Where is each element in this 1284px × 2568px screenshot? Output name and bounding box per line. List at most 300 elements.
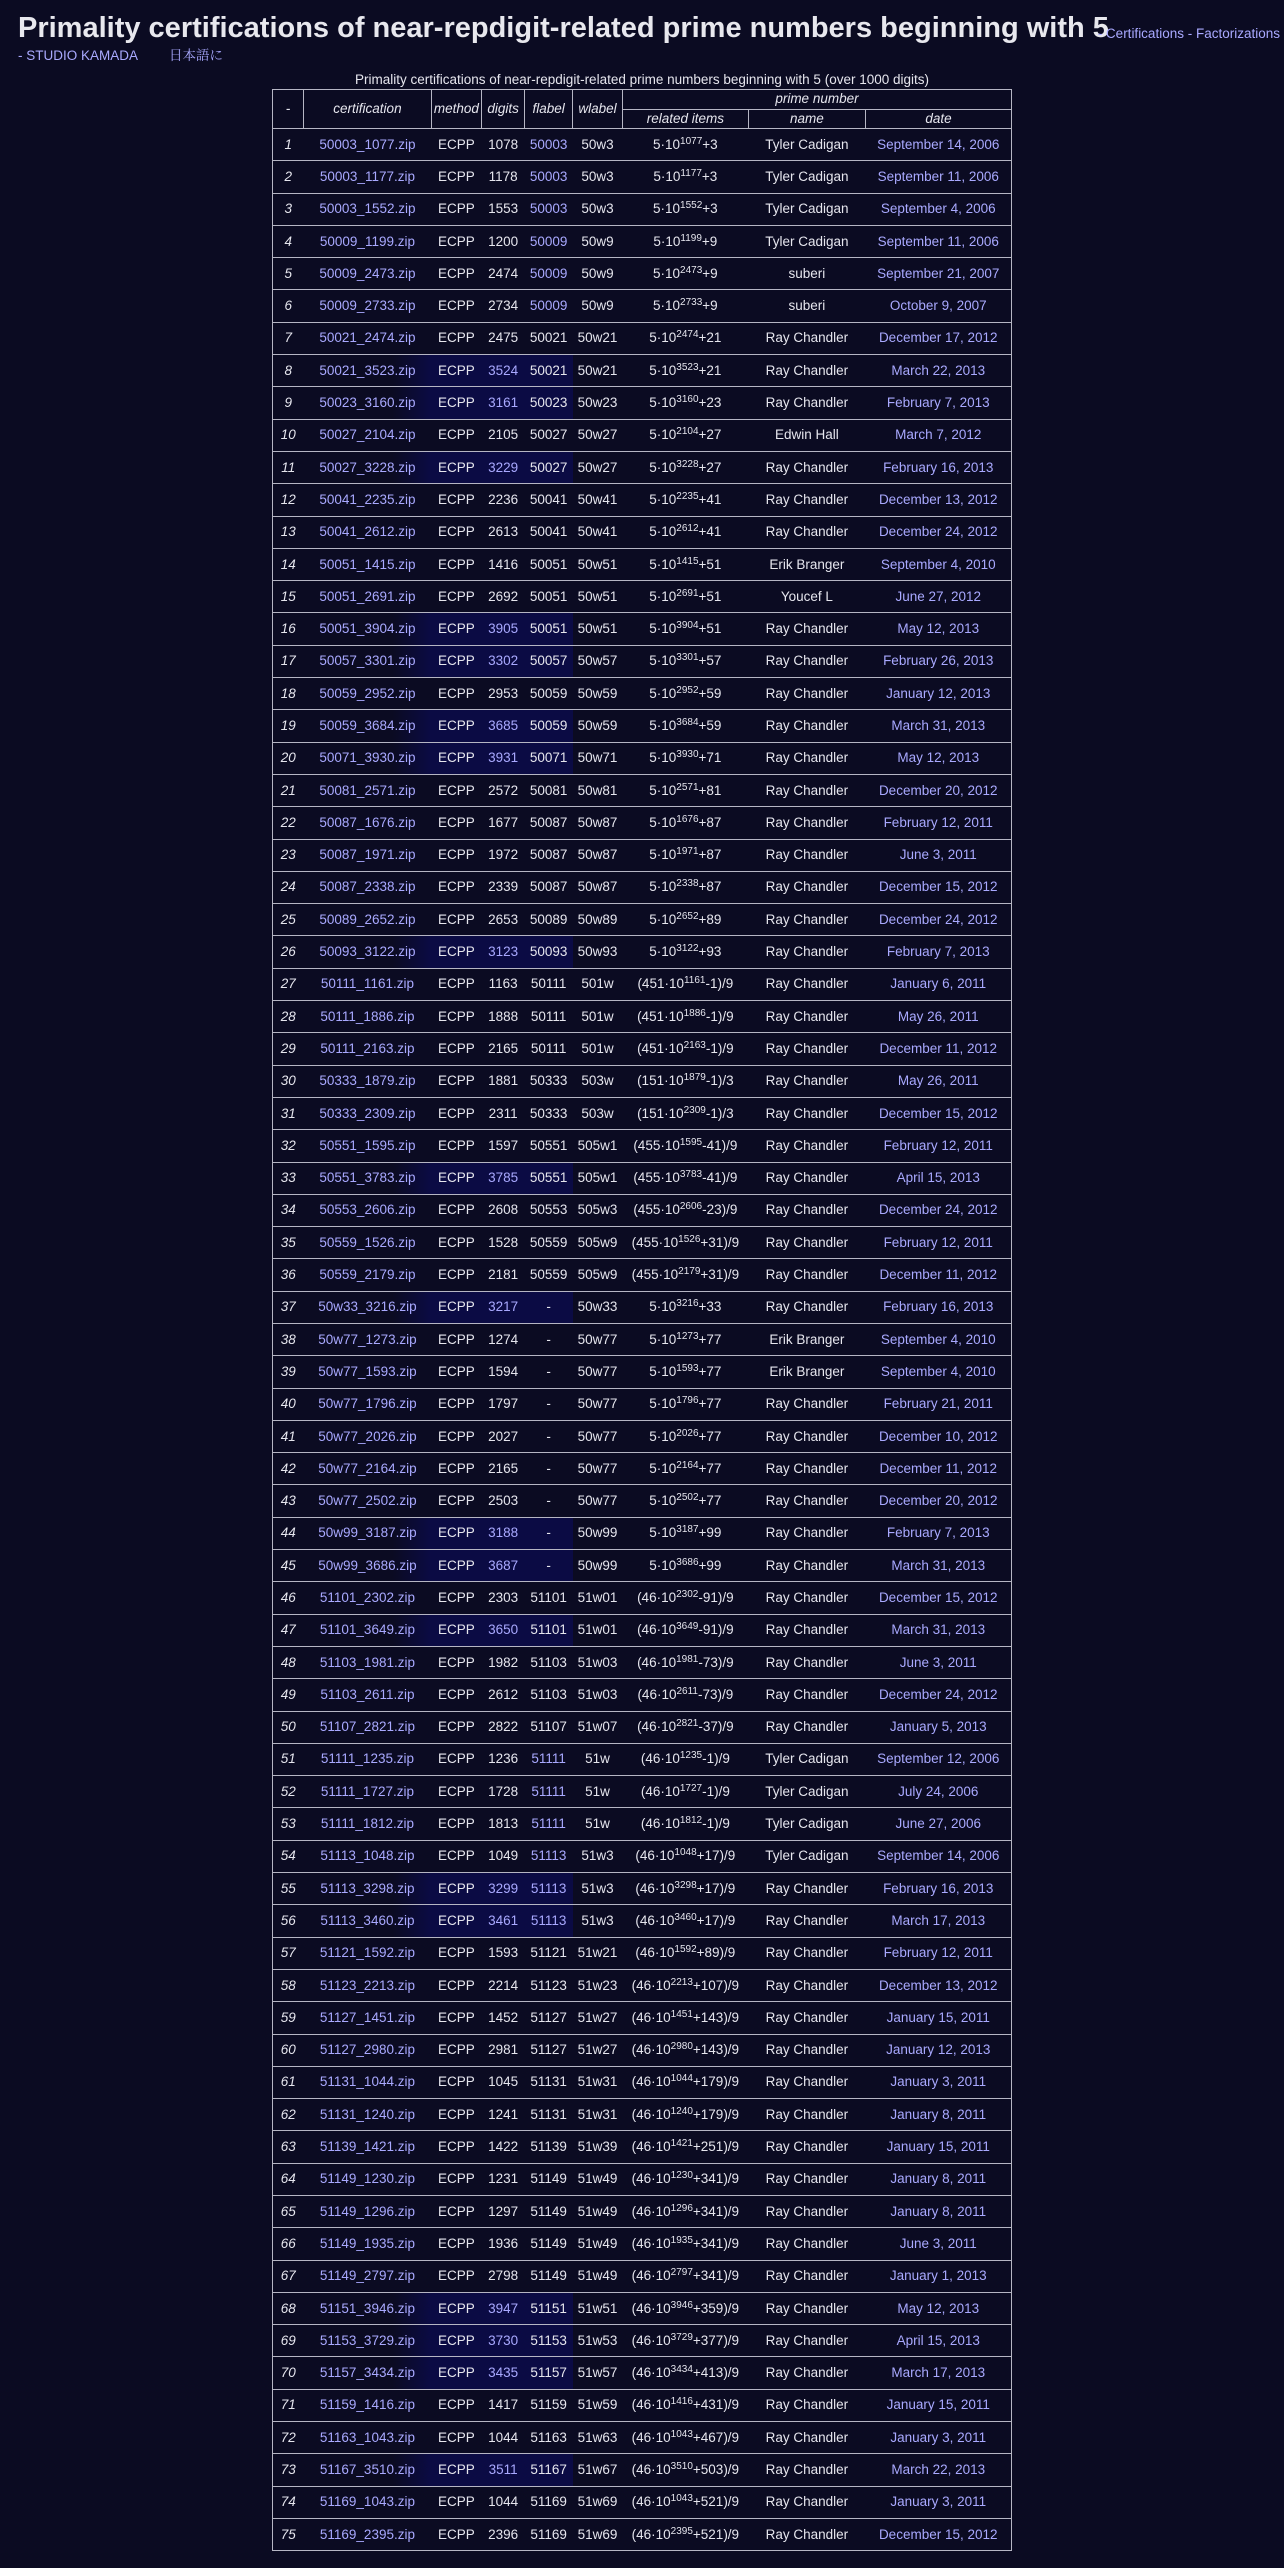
table-row — [273, 839, 1012, 871]
wlabel-cell: 50w89 — [573, 904, 623, 936]
certification-file-link[interactable]: 51157_3434.zip — [319, 2365, 415, 2381]
date-link[interactable]: February 12, 2011 — [883, 1234, 993, 1250]
digits-cell[interactable]: 3161 — [481, 387, 524, 419]
method-cell: ECPP — [431, 613, 481, 645]
flabel-cell[interactable]: 50009 — [525, 258, 573, 290]
certification-file-link[interactable]: 50003_1177.zip — [319, 168, 415, 184]
method-cell: ECPP — [431, 1614, 481, 1646]
related-items-cell — [622, 1227, 748, 1259]
method-cell: ECPP — [431, 1840, 481, 1872]
date-link[interactable]: December 15, 2012 — [878, 2526, 998, 2542]
date-link[interactable]: September 4, 2010 — [880, 1363, 996, 1379]
formula-exponent: 1981 — [676, 1653, 699, 1665]
method-cell: ECPP — [431, 1162, 481, 1194]
certification-file-link[interactable]: 51149_1935.zip — [319, 2235, 415, 2251]
digits-cell[interactable]: 3785 — [481, 1162, 524, 1194]
related-items-cell — [622, 516, 748, 548]
certification-file-link[interactable]: 50041_2612.zip — [319, 524, 416, 540]
date-link[interactable]: January 3, 2011 — [890, 2494, 987, 2510]
certification-file-link[interactable]: 50027_2104.zip — [319, 427, 416, 443]
certification-file-link[interactable]: 51127_1451.zip — [319, 2009, 415, 2025]
formula-exponent: 2026 — [676, 1427, 699, 1439]
certification-file-link[interactable]: 51139_1421.zip — [319, 2139, 415, 2155]
date-link[interactable]: September 21, 2007 — [877, 265, 1000, 281]
certification-file-link[interactable]: 50w77_1796.zip — [318, 1396, 417, 1412]
date-link[interactable]: September 4, 2010 — [880, 1331, 996, 1347]
date-link[interactable]: December 11, 2012 — [879, 1267, 998, 1283]
date-link[interactable]: December 24, 2012 — [878, 1202, 998, 1218]
certification-file-link[interactable]: 51113_1048.zip — [320, 1848, 415, 1864]
digits-cell[interactable]: 3188 — [481, 1517, 524, 1549]
date-link[interactable]: January 8, 2011 — [890, 2106, 987, 2122]
date-link[interactable]: May 26, 2011 — [897, 1073, 979, 1089]
date-link[interactable]: May 26, 2011 — [897, 1008, 979, 1024]
certification-file-link[interactable]: 51153_3729.zip — [319, 2332, 415, 2348]
related-items-cell — [622, 1550, 748, 1582]
formula-prefix: (151·10 — [637, 1105, 684, 1121]
date-link[interactable]: February 7, 2013 — [886, 1525, 990, 1541]
wlabel-cell: 50w71 — [573, 742, 623, 774]
date-link[interactable]: December 13, 2012 — [878, 491, 998, 507]
digits-cell[interactable]: 3217 — [481, 1291, 524, 1323]
certification-file-link[interactable]: 50041_2235.zip — [319, 491, 416, 507]
flabel-cell: 50551 — [525, 1162, 573, 1194]
certification-file-link[interactable]: 51121_1592.zip — [319, 1945, 415, 1961]
wlabel-cell: 505w1 — [573, 1162, 623, 1194]
name-cell: Ray Chandler — [748, 322, 865, 354]
table-row — [273, 290, 1012, 322]
row-index: 46 — [273, 1582, 304, 1614]
digits-cell[interactable]: 3435 — [481, 2357, 524, 2389]
certification-file-link[interactable]: 51113_3460.zip — [320, 1912, 415, 1928]
related-items-cell — [622, 161, 748, 193]
certification-file-link[interactable]: 50w99_3187.zip — [318, 1525, 417, 1541]
digits-cell[interactable]: 3905 — [481, 613, 524, 645]
date-link[interactable]: December 24, 2012 — [878, 524, 998, 540]
date-link[interactable]: January 12, 2013 — [886, 2042, 991, 2058]
certification-file-link[interactable]: 50071_3930.zip — [319, 750, 416, 766]
flabel-cell[interactable]: 51113 — [525, 1873, 573, 1905]
date-link[interactable]: February 26, 2013 — [883, 653, 994, 669]
date-link[interactable]: December 20, 2012 — [878, 1493, 998, 1509]
date-link[interactable]: March 31, 2013 — [891, 1557, 986, 1573]
formula-suffix: +41 — [698, 524, 722, 540]
formula-exponent: 1048 — [674, 1847, 697, 1859]
flabel-cell[interactable]: 51113 — [525, 1840, 573, 1872]
date-link[interactable]: September 14, 2006 — [877, 1848, 1000, 1864]
certification-file-link[interactable]: 51111_1235.zip — [320, 1751, 414, 1767]
flabel-cell: 50087 — [525, 807, 573, 839]
date-link[interactable]: January 15, 2011 — [886, 2139, 990, 2155]
certification-file-link[interactable]: 50w99_3686.zip — [318, 1557, 417, 1573]
digits-cell[interactable]: 3947 — [481, 2292, 524, 2324]
date-link[interactable]: December 15, 2012 — [878, 879, 998, 895]
digits-cell[interactable]: 3123 — [481, 936, 524, 968]
date-link[interactable]: January 5, 2013 — [889, 1719, 987, 1735]
certification-file-link[interactable]: 50023_3160.zip — [319, 395, 416, 411]
date-link[interactable]: June 3, 2011 — [899, 1654, 977, 1670]
date-link[interactable]: February 12, 2011 — [883, 814, 993, 830]
wlabel-cell: 50w77 — [573, 1453, 623, 1485]
flabel-cell: 51123 — [525, 1969, 573, 2001]
digits-cell: 2303 — [481, 1582, 524, 1614]
certification-file-link[interactable]: 51149_1230.zip — [319, 2171, 415, 2187]
digits-cell[interactable]: 3685 — [481, 710, 524, 742]
date-link[interactable]: January 1, 2013 — [889, 2268, 987, 2284]
related-items-cell — [622, 936, 748, 968]
date-link[interactable]: September 4, 2006 — [880, 201, 996, 217]
flabel-cell[interactable]: 51111 — [525, 1776, 573, 1808]
certification-file-link[interactable]: 50027_3228.zip — [319, 459, 416, 475]
formula-prefix: 5·10 — [649, 1363, 677, 1379]
date-link[interactable]: October 9, 2007 — [889, 298, 987, 314]
certification-file-link[interactable]: 50087_2338.zip — [319, 879, 416, 895]
date-link[interactable]: February 12, 2011 — [883, 1137, 993, 1153]
date-link[interactable]: December 11, 2012 — [879, 1040, 998, 1056]
date-link[interactable]: December 15, 2012 — [878, 1105, 998, 1121]
date-link[interactable]: September 14, 2006 — [877, 136, 1000, 152]
date-link[interactable]: June 27, 2012 — [895, 588, 982, 604]
digits-cell: 1241 — [481, 2099, 524, 2131]
certification-file-link[interactable]: 50w33_3216.zip — [318, 1299, 417, 1315]
date-link[interactable]: June 3, 2011 — [899, 847, 977, 863]
method-cell: ECPP — [431, 516, 481, 548]
certification-file-link[interactable]: 51127_2980.zip — [319, 2042, 415, 2058]
certification-file-link[interactable]: 51103_2611.zip — [320, 1686, 415, 1702]
certification-file-link[interactable]: 51107_2821.zip — [319, 1719, 415, 1735]
top-nav-links[interactable]: - Certifications - Factorizations — [1097, 26, 1280, 41]
table-row — [273, 1453, 1012, 1485]
certification-file-link[interactable]: 51151_3946.zip — [319, 2300, 415, 2316]
date-link[interactable]: December 10, 2012 — [878, 1428, 998, 1444]
date-link[interactable]: May 12, 2013 — [897, 621, 980, 637]
date-link[interactable]: September 4, 2010 — [880, 556, 996, 572]
certification-file-link[interactable]: 50089_2652.zip — [319, 911, 416, 927]
date-link[interactable]: March 22, 2013 — [891, 2462, 986, 2478]
wlabel-cell: 51w63 — [573, 2422, 623, 2454]
name-cell: Ray Chandler — [748, 2357, 865, 2389]
digits-cell[interactable]: 3524 — [481, 355, 524, 387]
flabel-cell: - — [525, 1517, 573, 1549]
certification-file-link[interactable]: 51163_1043.zip — [319, 2429, 415, 2445]
related-items-cell — [622, 2099, 748, 2131]
certification-file-link[interactable]: 50111_1161.zip — [320, 976, 414, 992]
certification-file-link[interactable]: 50w77_1593.zip — [318, 1363, 417, 1379]
date-link[interactable]: February 16, 2013 — [883, 1880, 994, 1896]
method-cell: ECPP — [431, 774, 481, 806]
wlabel-cell: 50w33 — [573, 1291, 623, 1323]
certification-file-link[interactable]: 51149_2797.zip — [319, 2268, 415, 2284]
name-cell: Tyler Cadigan — [748, 161, 865, 193]
certification-file-link[interactable]: 50w77_1273.zip — [318, 1331, 417, 1347]
date-link[interactable]: January 8, 2011 — [890, 2171, 987, 2187]
wlabel-cell: 505w9 — [573, 1227, 623, 1259]
certification-file-link[interactable]: 50057_3301.zip — [319, 653, 416, 669]
flabel-cell[interactable]: 50003 — [525, 193, 573, 225]
date-link[interactable]: December 24, 2012 — [878, 1686, 998, 1702]
certification-file-link[interactable]: 50051_2691.zip — [319, 588, 416, 604]
date-link[interactable]: January 6, 2011 — [890, 976, 987, 992]
certification-file-link[interactable]: 51111_1727.zip — [320, 1783, 414, 1799]
method-cell: ECPP — [431, 1969, 481, 2001]
studio-kamada-link[interactable]: - STUDIO KAMADA — [18, 48, 138, 63]
certification-file-link[interactable]: 50w77_2502.zip — [318, 1493, 417, 1509]
certification-file-link[interactable]: 50003_1077.zip — [319, 136, 416, 152]
formula-suffix: +77 — [698, 1460, 722, 1476]
digits-cell: 1597 — [481, 1130, 524, 1162]
formula-exponent: 3228 — [676, 458, 699, 470]
row-index: 51 — [273, 1743, 304, 1775]
row-index: 8 — [273, 355, 304, 387]
flabel-cell[interactable]: 51111 — [525, 1743, 573, 1775]
formula-prefix: 5·10 — [649, 588, 677, 604]
digits-cell[interactable]: 3931 — [481, 742, 524, 774]
formula-exponent: 2571 — [676, 781, 699, 793]
date-link[interactable]: January 12, 2013 — [886, 685, 991, 701]
formula-suffix: +341)/9 — [692, 2203, 740, 2219]
wlabel-cell: 503w — [573, 1097, 623, 1129]
row-index: 64 — [273, 2163, 304, 2195]
certification-file-link[interactable]: 50081_2571.zip — [319, 782, 416, 798]
date-link[interactable]: January 15, 2011 — [886, 2397, 990, 2413]
date-link[interactable]: January 3, 2011 — [890, 2429, 987, 2445]
certification-file-link[interactable]: 50051_3904.zip — [319, 621, 416, 637]
wlabel-cell: 505w3 — [573, 1194, 623, 1226]
formula-exponent: 2952 — [676, 684, 699, 696]
date-link[interactable]: March 7, 2012 — [895, 427, 982, 443]
wlabel-cell: 51w — [573, 1808, 623, 1840]
certification-file-link[interactable]: 51159_1416.zip — [319, 2397, 415, 2413]
certification-file-link[interactable]: 51169_2395.zip — [319, 2526, 415, 2542]
formula-exponent: 2652 — [676, 910, 699, 922]
certification-file-link[interactable]: 50009_1199.zip — [319, 233, 415, 249]
flabel-cell[interactable]: 50003 — [525, 161, 573, 193]
date-link[interactable]: February 16, 2013 — [883, 459, 994, 475]
digits-cell[interactable]: 3511 — [481, 2454, 524, 2486]
certification-file-link[interactable]: 50333_2309.zip — [319, 1105, 416, 1121]
col-header-method: method — [431, 90, 481, 129]
japanese-language-link[interactable]: 日本語に — [169, 48, 224, 63]
method-cell: ECPP — [431, 871, 481, 903]
digits-cell[interactable]: 3650 — [481, 1614, 524, 1646]
certification-file-link[interactable]: 50559_2179.zip — [319, 1267, 416, 1283]
row-index: 69 — [273, 2325, 304, 2357]
row-index: 58 — [273, 1969, 304, 2001]
date-link[interactable]: July 24, 2006 — [898, 1783, 979, 1799]
certification-file-link[interactable]: 51167_3510.zip — [319, 2462, 415, 2478]
certification-file-link[interactable]: 51123_2213.zip — [319, 1977, 415, 1993]
certification-file-link[interactable]: 51111_1812.zip — [320, 1816, 414, 1832]
formula-suffix: +77 — [698, 1363, 722, 1379]
related-items-cell — [622, 968, 748, 1000]
date-link[interactable]: May 12, 2013 — [897, 750, 980, 766]
row-index: 52 — [273, 1776, 304, 1808]
row-index: 59 — [273, 2002, 304, 2034]
date-link[interactable]: September 11, 2006 — [877, 233, 999, 249]
certification-file-link[interactable]: 51131_1044.zip — [319, 2074, 415, 2090]
digits-cell[interactable]: 3730 — [481, 2325, 524, 2357]
certification-file-link[interactable]: 50051_1415.zip — [319, 556, 416, 572]
row-index: 65 — [273, 2196, 304, 2228]
table-row — [273, 2389, 1012, 2421]
certification-file-link[interactable]: 50021_2474.zip — [319, 330, 416, 346]
wlabel-cell: 503w — [573, 1065, 623, 1097]
method-cell: ECPP — [431, 1130, 481, 1162]
digits-cell[interactable]: 3299 — [481, 1873, 524, 1905]
date-link[interactable]: March 17, 2013 — [891, 2365, 986, 2381]
flabel-cell: 51107 — [525, 1711, 573, 1743]
flabel-cell[interactable]: 50009 — [525, 225, 573, 257]
flabel-cell: 50071 — [525, 742, 573, 774]
table-row — [273, 129, 1012, 161]
date-link[interactable]: February 12, 2011 — [883, 1945, 993, 1961]
date-link[interactable]: June 27, 2006 — [895, 1816, 982, 1832]
flabel-cell: 51163 — [525, 2422, 573, 2454]
flabel-cell: 51167 — [525, 2454, 573, 2486]
date-link[interactable]: March 22, 2013 — [891, 362, 986, 378]
date-link[interactable]: March 17, 2013 — [891, 1912, 986, 1928]
row-index: 4 — [273, 225, 304, 257]
certification-file-link[interactable]: 50551_1595.zip — [319, 1137, 416, 1153]
digits-cell: 2798 — [481, 2260, 524, 2292]
method-cell: ECPP — [431, 1550, 481, 1582]
table-row — [273, 2099, 1012, 2131]
formula-prefix: 5·10 — [649, 944, 677, 960]
certification-file-link[interactable]: 50333_1879.zip — [319, 1073, 416, 1089]
flabel-cell: 50027 — [525, 419, 573, 451]
certification-file-link[interactable]: 50059_3684.zip — [319, 717, 416, 733]
certification-file-link[interactable]: 50551_3783.zip — [319, 1170, 416, 1186]
date-link[interactable]: February 16, 2013 — [883, 1299, 994, 1315]
date-link[interactable]: June 3, 2011 — [899, 2235, 977, 2251]
digits-cell: 1594 — [481, 1356, 524, 1388]
formula-prefix: 5·10 — [649, 491, 677, 507]
certification-file-link[interactable]: 51113_3298.zip — [320, 1880, 415, 1896]
date-link[interactable]: March 31, 2013 — [891, 1622, 986, 1638]
formula-exponent: 2473 — [680, 264, 703, 276]
table-row — [273, 1776, 1012, 1808]
certification-file-link[interactable]: 51103_1981.zip — [319, 1654, 415, 1670]
table-row — [273, 2228, 1012, 2260]
formula-prefix: (46·10 — [631, 2139, 671, 2155]
formula-prefix: (46·10 — [631, 2235, 671, 2251]
formula-suffix: +3 — [702, 201, 718, 217]
certification-file-link[interactable]: 51169_1043.zip — [319, 2494, 415, 2510]
formula-suffix: +21 — [698, 362, 722, 378]
certification-file-link[interactable]: 50021_3523.zip — [319, 362, 416, 378]
formula-exponent: 1593 — [676, 1362, 699, 1374]
flabel-cell[interactable]: 50009 — [525, 290, 573, 322]
certification-file-link[interactable]: 50w77_2026.zip — [318, 1428, 417, 1444]
formula-suffix: +521)/9 — [692, 2526, 740, 2542]
date-link[interactable]: March 31, 2013 — [891, 717, 986, 733]
formula-prefix: (46·10 — [631, 2526, 671, 2542]
formula-suffix: +33 — [698, 1299, 722, 1315]
date-link[interactable]: May 12, 2013 — [897, 2300, 980, 2316]
table-row — [273, 1033, 1012, 1065]
certification-file-link[interactable]: 50111_2163.zip — [320, 1040, 415, 1056]
date-link[interactable]: September 11, 2006 — [877, 168, 999, 184]
date-link[interactable]: December 11, 2012 — [879, 1460, 998, 1476]
date-link[interactable]: January 15, 2011 — [886, 2009, 990, 2025]
wlabel-cell: 50w77 — [573, 1323, 623, 1355]
table-body — [273, 129, 1012, 2551]
related-items-cell — [622, 1711, 748, 1743]
certification-file-link[interactable]: 51149_1296.zip — [319, 2203, 415, 2219]
date-link[interactable]: January 3, 2011 — [890, 2074, 987, 2090]
date-link[interactable]: April 15, 2013 — [896, 1170, 980, 1186]
method-cell: ECPP — [431, 355, 481, 387]
name-cell: Ray Chandler — [748, 1420, 865, 1452]
formula-prefix: 5·10 — [649, 524, 677, 540]
digits-cell[interactable]: 3461 — [481, 1905, 524, 1937]
table-row — [273, 1969, 1012, 2001]
row-index: 61 — [273, 2066, 304, 2098]
certification-file-link[interactable]: 50559_1526.zip — [319, 1234, 416, 1250]
certification-file-link[interactable]: 51101_3649.zip — [319, 1622, 415, 1638]
formula-prefix: (46·10 — [640, 1816, 680, 1832]
formula-prefix: (46·10 — [635, 1848, 675, 1864]
digits-cell[interactable]: 3302 — [481, 645, 524, 677]
digits-cell: 2612 — [481, 1679, 524, 1711]
date-link[interactable]: February 7, 2013 — [886, 395, 990, 411]
digits-cell: 1044 — [481, 2422, 524, 2454]
flabel-cell[interactable]: 50003 — [525, 129, 573, 161]
flabel-cell[interactable]: 51113 — [525, 1905, 573, 1937]
certification-file-link[interactable]: 50059_2952.zip — [319, 685, 416, 701]
certification-file-link[interactable]: 50003_1552.zip — [319, 201, 416, 217]
certification-file-link[interactable]: 50111_1886.zip — [320, 1008, 415, 1024]
date-link[interactable]: February 21, 2011 — [883, 1396, 993, 1412]
name-cell: Ray Chandler — [748, 1485, 865, 1517]
certification-file-link[interactable]: 50009_2473.zip — [319, 265, 416, 281]
date-link[interactable]: December 17, 2012 — [878, 330, 998, 346]
date-link[interactable]: April 15, 2013 — [896, 2332, 980, 2348]
row-index: 41 — [273, 1420, 304, 1452]
formula-suffix: +77 — [698, 1396, 722, 1412]
certification-file-link[interactable]: 50w77_2164.zip — [318, 1460, 417, 1476]
certification-file-link[interactable]: 50087_1676.zip — [319, 814, 416, 830]
certification-file-link[interactable]: 50093_3122.zip — [319, 944, 416, 960]
table-row — [273, 516, 1012, 548]
digits-cell: 2165 — [481, 1033, 524, 1065]
formula-exponent: 1526 — [678, 1233, 701, 1245]
formula-exponent: 3783 — [679, 1169, 703, 1181]
flabel-cell[interactable]: 51111 — [525, 1808, 573, 1840]
certification-file-link[interactable]: 50553_2606.zip — [319, 1202, 416, 1218]
date-link[interactable]: February 7, 2013 — [886, 944, 990, 960]
date-link[interactable]: September 12, 2006 — [877, 1751, 1000, 1767]
certification-file-link[interactable]: 50009_2733.zip — [319, 298, 416, 314]
digits-cell[interactable]: 3687 — [481, 1550, 524, 1582]
table-row — [273, 774, 1012, 806]
date-link[interactable]: December 15, 2012 — [878, 1590, 998, 1605]
date-link[interactable]: December 13, 2012 — [878, 1977, 998, 1993]
date-link[interactable]: January 8, 2011 — [890, 2203, 987, 2219]
wlabel-cell: 51w31 — [573, 2099, 623, 2131]
digits-cell[interactable]: 3229 — [481, 451, 524, 483]
certification-file-link[interactable]: 50087_1971.zip — [319, 847, 416, 863]
date-link[interactable]: December 24, 2012 — [878, 911, 998, 927]
wlabel-cell: 50w3 — [573, 129, 623, 161]
name-cell: Ray Chandler — [748, 2066, 865, 2098]
certification-file-link[interactable]: 51101_2302.zip — [319, 1590, 415, 1605]
date-link[interactable]: December 20, 2012 — [878, 782, 998, 798]
flabel-cell: - — [525, 1485, 573, 1517]
certification-file-link[interactable]: 51131_1240.zip — [319, 2106, 415, 2122]
row-index: 6 — [273, 290, 304, 322]
digits-cell: 2105 — [481, 419, 524, 451]
